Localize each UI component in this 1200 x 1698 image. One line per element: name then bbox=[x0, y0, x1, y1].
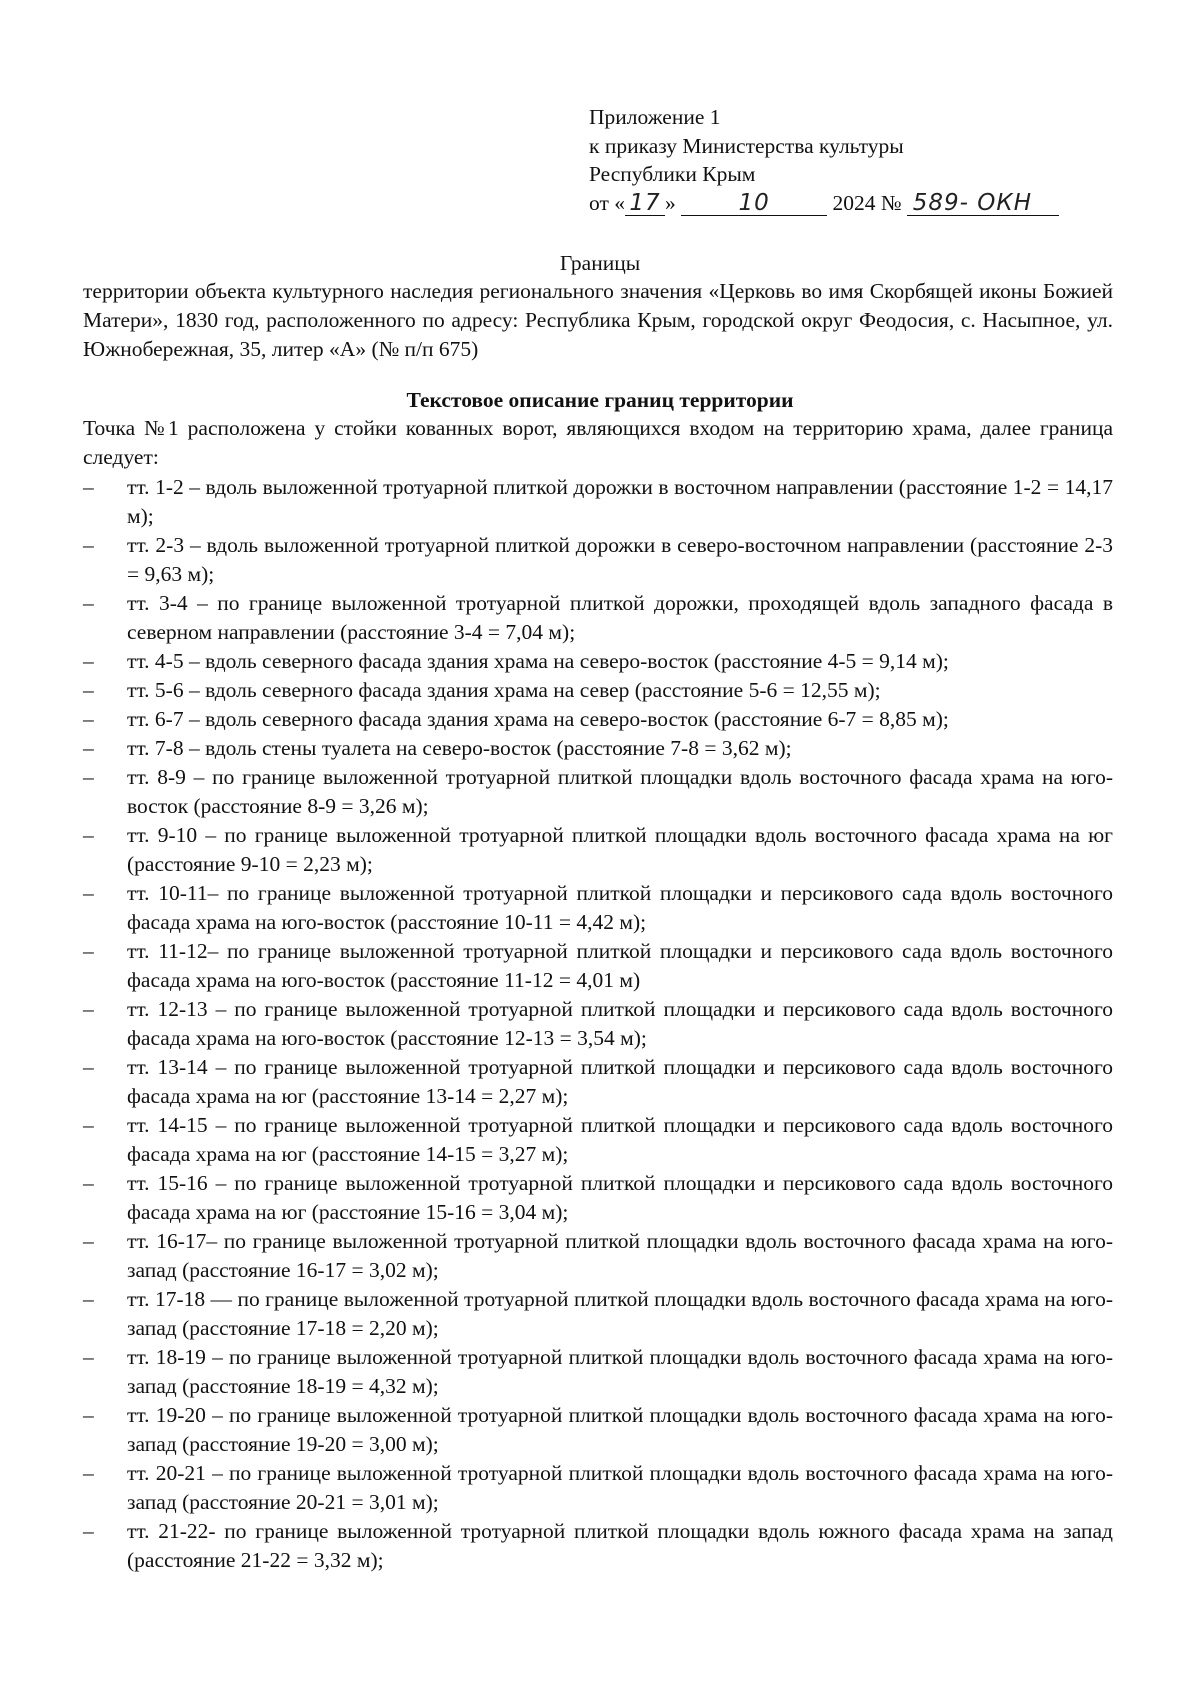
bullet-dash: – bbox=[83, 533, 94, 557]
list-item bbox=[83, 1459, 1113, 1517]
bullet-dash: – bbox=[83, 997, 94, 1021]
handwritten-month: 10 bbox=[681, 191, 827, 216]
list-item bbox=[83, 1111, 1113, 1169]
list-item bbox=[83, 1343, 1113, 1401]
appendix-date-line bbox=[589, 189, 1059, 218]
bullet-dash: – bbox=[83, 1113, 94, 1137]
list-item-text: тт. 6-7 – вдоль северного фасада здания храма на северо-восток (расстояние 6-7 = 8,85 м); bbox=[127, 707, 949, 731]
document-subject: территории объекта культурного наследия регионального значения «Церковь во имя Скорбящей иконы Божией Матери», 1830 год, расположенного по адресу: Республика Крым, городской округ Феодосия, с. Насыпное, ул. Южнобережная, 35, литер «А» (№ п/п 675) bbox=[83, 279, 1113, 361]
list-item-text: тт. 17-18 — по границе выложенной тротуарной плиткой площадки вдоль восточного фасада храма на юго-запад (расстояние 17-18 = 2,20 м); bbox=[127, 1287, 1113, 1340]
list-item-text: тт. 10-11– по границе выложенной тротуарной плиткой площадки и персикового сада вдоль восточного фасада храма на юго-восток (расстояние 10-11 = 4,42 м); bbox=[127, 881, 1113, 934]
section-subtitle: Текстовое описание границ территории bbox=[406, 388, 794, 412]
list-item bbox=[83, 937, 1113, 995]
bullet-dash: – bbox=[83, 765, 94, 789]
bullet-dash: – bbox=[83, 1287, 94, 1311]
list-item bbox=[83, 734, 1113, 763]
bullet-dash: – bbox=[83, 823, 94, 847]
bullet-dash: – bbox=[83, 591, 94, 615]
date-year-number-label: 2024 № bbox=[827, 190, 907, 215]
bullet-dash: – bbox=[83, 707, 94, 731]
list-item bbox=[83, 705, 1113, 734]
list-item bbox=[83, 589, 1113, 647]
list-item-text: тт. 9-10 – по границе выложенной тротуарной плиткой площадки вдоль восточного фасада храма на юг (расстояние 9-10 = 2,23 м); bbox=[127, 823, 1113, 876]
appendix-line-3: Республики Крым bbox=[589, 162, 756, 186]
list-item bbox=[83, 1285, 1113, 1343]
list-item bbox=[83, 763, 1113, 821]
list-item-text: тт. 7-8 – вдоль стены туалета на северо-восток (расстояние 7-8 = 3,62 м); bbox=[127, 736, 792, 760]
list-item bbox=[83, 1401, 1113, 1459]
intro-paragraph: Точка №1 расположена у стойки кованных ворот, являющихся входом на территорию храма, далее граница следует: bbox=[83, 416, 1113, 469]
list-item bbox=[83, 1169, 1113, 1227]
bullet-dash: – bbox=[83, 1229, 94, 1253]
bullet-dash: – bbox=[83, 939, 94, 963]
list-item-text: тт. 8-9 – по границе выложенной тротуарной плиткой площадки вдоль восточного фасада храма на юго-восток (расстояние 8-9 = 3,26 м); bbox=[127, 765, 1113, 818]
bullet-dash: – bbox=[83, 649, 94, 673]
bullet-dash: – bbox=[83, 1055, 94, 1079]
bullet-dash: – bbox=[83, 1461, 94, 1485]
list-item bbox=[83, 1227, 1113, 1285]
list-item-text: тт. 14-15 – по границе выложенной тротуарной плиткой площадки и персикового сада вдоль восточного фасада храма на юг (расстояние 14-15 = 3,27 м); bbox=[127, 1113, 1113, 1166]
date-prefix: от « bbox=[589, 190, 625, 215]
list-item-text: тт. 16-17– по границе выложенной тротуарной плиткой площадки вдоль восточного фасада храма на юго-запад (расстояние 16-17 = 3,02 м); bbox=[127, 1229, 1113, 1282]
boundary-points-list bbox=[83, 473, 1113, 1575]
list-item bbox=[83, 821, 1113, 879]
bullet-dash: – bbox=[83, 1345, 94, 1369]
list-item bbox=[83, 531, 1113, 589]
list-item bbox=[83, 879, 1113, 937]
list-item-text: тт. 20-21 – по границе выложенной тротуарной плиткой площадки вдоль восточного фасада храма на юго-запад (расстояние 20-21 = 3,01 м); bbox=[127, 1461, 1113, 1514]
list-item-text: тт. 18-19 – по границе выложенной тротуарной плиткой площадки вдоль восточного фасада храма на юго-запад (расстояние 18-19 = 4,32 м); bbox=[127, 1345, 1113, 1398]
handwritten-day: 17 bbox=[625, 191, 665, 216]
list-item bbox=[83, 1053, 1113, 1111]
appendix-line-2: к приказу Министерства культуры bbox=[589, 133, 904, 158]
bullet-dash: – bbox=[83, 736, 94, 760]
list-item bbox=[83, 995, 1113, 1053]
list-item-text: тт. 12-13 – по границе выложенной тротуарной плиткой площадки и персикового сада вдоль восточного фасада храма на юго-восток (расстояние 12-13 = 3,54 м); bbox=[127, 997, 1113, 1050]
list-item-text: тт. 21-22- по границе выложенной тротуарной плиткой площадки вдоль южного фасада храма на запад (расстояние 21-22 = 3,32 м); bbox=[127, 1519, 1113, 1572]
list-item-text: тт. 3-4 – по границе выложенной тротуарной плиткой дорожки, проходящей вдоль западного фасада в северном направлении (расстояние 3-4 = 7,04 м); bbox=[127, 591, 1113, 644]
list-item bbox=[83, 647, 1113, 676]
list-item-text: тт. 4-5 – вдоль северного фасада здания храма на северо-восток (расстояние 4-5 = 9,14 м); bbox=[127, 649, 949, 673]
bullet-dash: – bbox=[83, 678, 94, 702]
handwritten-order-number: 589- ОКН bbox=[907, 191, 1059, 216]
bullet-dash: – bbox=[83, 475, 94, 499]
list-item-text: тт. 13-14 – по границе выложенной тротуарной плиткой площадки и персикового сада вдоль восточного фасада храма на юг (расстояние 13-14 = 2,27 м); bbox=[127, 1055, 1113, 1108]
list-item-text: тт. 11-12– по границе выложенной тротуарной плиткой площадки и персикового сада вдоль восточного фасада храма на юго-восток (расстояние 11-12 = 4,01 м) bbox=[127, 939, 1113, 992]
list-item bbox=[83, 473, 1113, 531]
list-item-text: тт. 2-3 – вдоль выложенной тротуарной плиткой дорожки в северо-восточном направлении (расстояние 2-3 = 9,63 м); bbox=[127, 533, 1113, 586]
bullet-dash: – bbox=[83, 1403, 94, 1427]
bullet-dash: – bbox=[83, 1171, 94, 1195]
document-heading: Границы bbox=[559, 251, 641, 275]
appendix-block bbox=[589, 103, 1059, 217]
bullet-dash: – bbox=[83, 881, 94, 905]
list-item-text: тт. 15-16 – по границе выложенной тротуарной плиткой площадки и персикового сада вдоль восточного фасада храма на юг (расстояние 15-16 = 3,04 м); bbox=[127, 1171, 1113, 1224]
list-item-text: тт. 5-6 – вдоль северного фасада здания храма на север (расстояние 5-6 = 12,55 м); bbox=[127, 678, 881, 702]
list-item-text: тт. 1-2 – вдоль выложенной тротуарной плиткой дорожки в восточном направлении (расстояние 1-2 = 14,17 м); bbox=[127, 475, 1113, 528]
list-item bbox=[83, 676, 1113, 705]
list-item-text: тт. 19-20 – по границе выложенной тротуарной плиткой площадки вдоль восточного фасада храма на юго-запад (расстояние 19-20 = 3,00 м); bbox=[127, 1403, 1113, 1456]
date-day-close: » bbox=[665, 190, 676, 215]
bullet-dash: – bbox=[83, 1519, 94, 1543]
appendix-line-1: Приложение 1 bbox=[589, 105, 721, 129]
list-item bbox=[83, 1517, 1113, 1575]
